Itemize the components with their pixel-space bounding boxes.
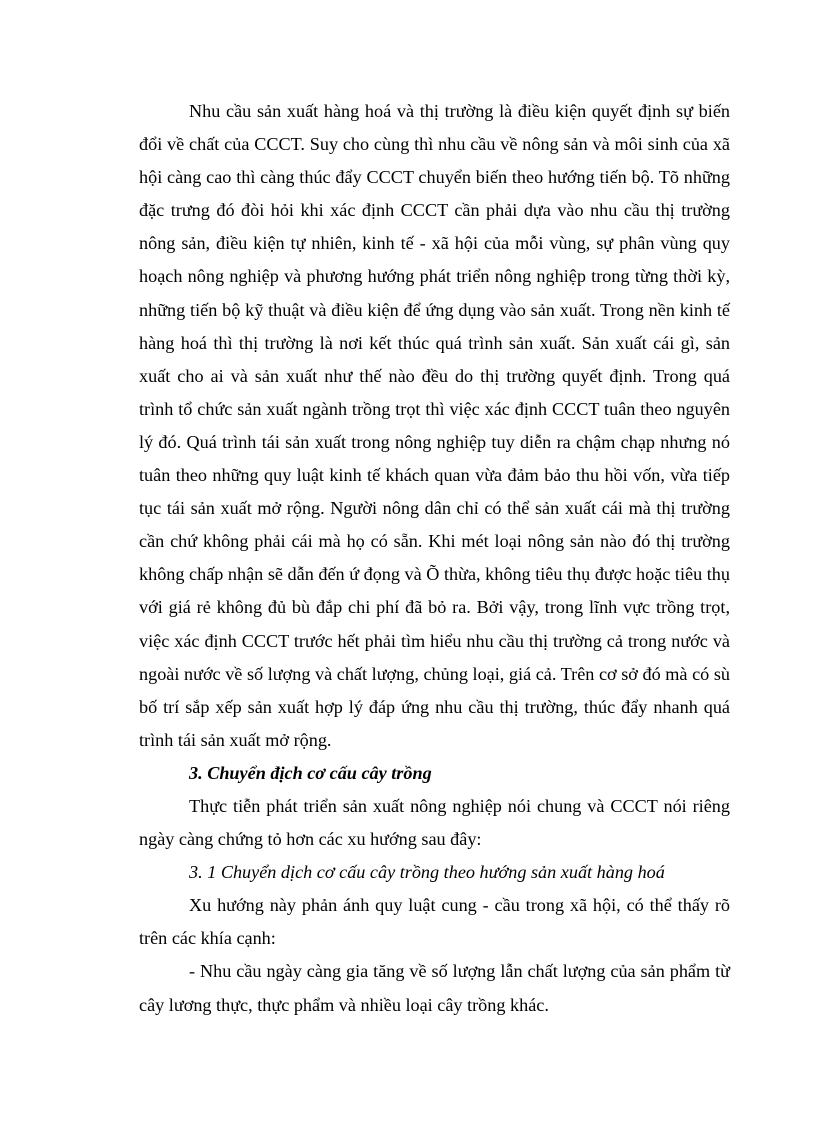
subsection-heading: 3. 1 Chuyển dịch cơ cấu cây trồng theo hướng sản xuất hàng hoá: [189, 862, 665, 883]
paragraph-bullet-demand: - Nhu cầu ngày càng gia tăng về số lượng lẫn chất lượng của sản phẩm từ cây lương thực, thực phẩm và nhiều loại cây trồng khác.: [139, 961, 730, 1015]
paragraph-market-demand: Nhu cầu sản xuất hàng hoá và thị trường là điều kiện quyết định sự biến đổi về chất của CCCT. Suy cho cùng thì nhu cầu về nông sản và môi sinh của xã hội càng cao thì càng thúc đẩy CCCT chuyển biến theo hướng tiến bộ. Tõ những đặc trưng đó đòi hỏi khi xác định CCCT cần phải dựa vào nhu cầu thị trường nông sản, điều kiện tự nhiên, kinh tế - xã hội của mỗi vùng, sự phân vùng quy hoạch nông nghiệp và phương hướng phát triển nông nghiệp trong từng thời kỳ, những tiến bộ kỹ thuật và điều kiện để ứng dụng vào sản xuất. Trong nền kinh tế hàng hoá thì thị trường là nơi kết thúc quá trình sản xuất. Sản xuất cái gì, sản xuất cho ai và sản xuất như thế nào đều do thị trường quyết định. Trong quá trình tổ chức sản xuất ngành trồng trọt thì việc xác định CCCT tuân theo nguyên lý đó. Quá trình tái sản xuất trong nông nghiệp tuy diễn ra chậm chạp nhưng nó tuân theo những quy luật kinh tế khách quan vừa đảm bảo thu hồi vốn, vừa tiếp tục tái sản xuất mở rộng. Người nông dân chỉ có thể sản xuất cái mà thị trường cần chứ không phải cái mà họ có sẵn. Khi mét loại nông sản nào đó thị trường không chấp nhận sẽ dẫn đến ứ đọng và Õ thừa, không tiêu thụ được hoặc tiêu thụ với giá rẻ không đủ bù đắp chi phí đã bỏ ra. Bởi vậy, trong lĩnh vực trồng trọt, việc xác định CCCT trước hết phải tìm hiểu nhu cầu thị trường cả trong nước và ngoài nước về số lượng và chất lượng, chủng loại, giá cả. Trên cơ sở đó mà có sù bố trí sắp xếp sản xuất hợp lý đáp ứng nhu cầu thị trường, thúc đẩy nhanh quá trình tái sản xuất mở rộng.: [139, 101, 730, 750]
paragraph-supply-demand: Xu hướng này phản ánh quy luật cung - cầu trong xã hội, có thể thấy rõ trên các khía cạnh:: [139, 895, 730, 949]
section-heading: 3. Chuyển địch cơ cấu cây trồng: [189, 762, 432, 783]
document-body: [139, 95, 730, 1022]
paragraph-trends-intro: Thực tiễn phát triển sản xuất nông nghiệp nói chung và CCCT nói riêng ngày càng chứng tỏ hơn các xu hướng sau đây:: [139, 795, 730, 850]
